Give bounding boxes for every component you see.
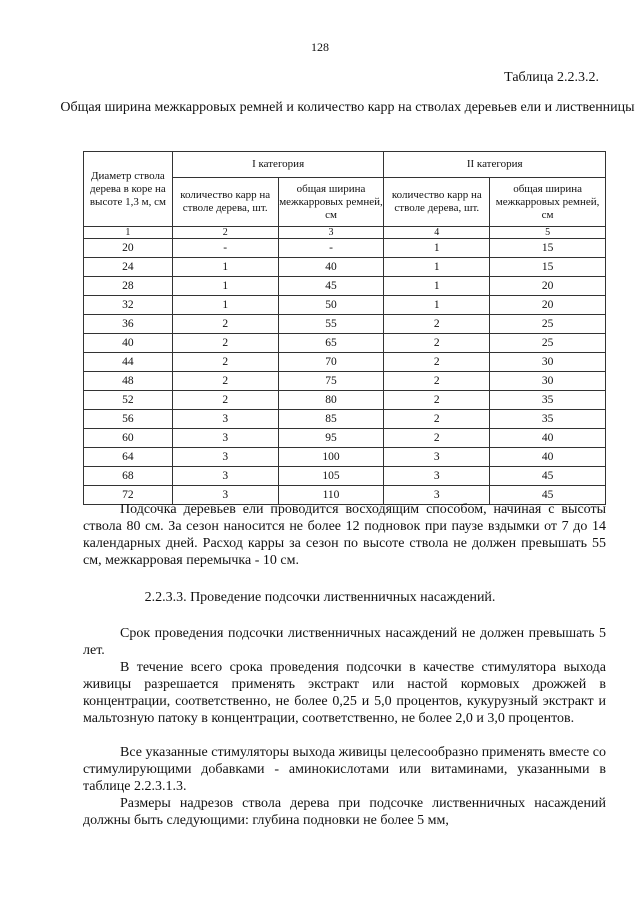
table-cell: 100 — [278, 448, 384, 467]
table-cell: 44 — [84, 353, 173, 372]
table-row — [84, 315, 606, 334]
page-number: 128 — [311, 40, 329, 54]
column-number: 5 — [490, 227, 606, 239]
table-cell: 48 — [84, 372, 173, 391]
table-cell: 35 — [490, 391, 606, 410]
table-cell: 85 — [278, 410, 384, 429]
table-cell: 28 — [84, 277, 173, 296]
paragraph-stimulator-additives: Все указанные стимуляторы выхода живицы целесообразно применять вместе со стимулирующими добавками - аминокислотами или витаминами, указанными в таблице 2.2.3.1.3. — [83, 745, 606, 794]
paragraph-stimulators: В течение всего срока проведения подсочки в качестве стимулятора выхода живицы разрешается применять экстракт или настой кормовых дрожжей в концентрации, соответственно, не более 0,25 и 5,0 процентов, кукурузный экстракт и мальтозную патоку в концентрации, соответственно, не более 2,0 и 3,0 процентов. — [83, 660, 606, 726]
table-cell: 40 — [490, 429, 606, 448]
table-row — [84, 410, 606, 429]
table-cell: 2 — [172, 353, 278, 372]
table-cell: 20 — [490, 277, 606, 296]
table-cell: - — [172, 239, 278, 258]
table-cell: 50 — [278, 296, 384, 315]
table-cell: 68 — [84, 467, 173, 486]
table-cell: 15 — [490, 258, 606, 277]
header-width-cat2: общая ширина межкарровых ремней, см — [490, 178, 606, 227]
paragraph-spruce-tapping: Подсочка деревьев ели проводится восходящим способом, начиная с высоты ствола 80 см. За сезон наносится не более 12 подновок при паузе вздымки от 7 до 14 календарных дней. Расход карры за сезон по высоте ствола не должен превышать 55 см, межкарровая перемычка - 10 см. — [83, 502, 606, 568]
table-cell: 30 — [490, 353, 606, 372]
table-row — [84, 448, 606, 467]
table-cell: 15 — [490, 239, 606, 258]
table-cell: 1 — [384, 258, 490, 277]
table-row — [84, 258, 606, 277]
section-heading: 2.2.3.3. Проведение подсочки лиственничных насаждений. — [144, 590, 496, 605]
table-cell: 2 — [384, 334, 490, 353]
table-cell: 3 — [384, 467, 490, 486]
table-title: Общая ширина межкарровых ремней и количество карр на стволах деревьев ели и лиственницы — [60, 100, 635, 115]
table-row — [84, 296, 606, 315]
table-cell: 105 — [278, 467, 384, 486]
table-cell: 40 — [278, 258, 384, 277]
header-diameter: Диаметр ствола дерева в коре на высоте 1,3 м, см — [84, 152, 173, 227]
table-cell: 2 — [172, 315, 278, 334]
table-cell: 65 — [278, 334, 384, 353]
table-cell: 30 — [490, 372, 606, 391]
table-row — [84, 391, 606, 410]
table-cell: 45 — [490, 467, 606, 486]
table-cell: 52 — [84, 391, 173, 410]
table-cell: 56 — [84, 410, 173, 429]
header-category-2: II категория — [384, 152, 606, 178]
table-cell: 1 — [172, 277, 278, 296]
table-cell: 95 — [278, 429, 384, 448]
table-cell: 2 — [384, 315, 490, 334]
table-body — [84, 239, 606, 505]
table-cell: 32 — [84, 296, 173, 315]
table-cell: 2 — [172, 391, 278, 410]
table-cell: 25 — [490, 315, 606, 334]
table-row — [84, 239, 606, 258]
header-category-1: I категория — [172, 152, 384, 178]
table-cell: 1 — [172, 296, 278, 315]
table-cell: 45 — [490, 486, 606, 505]
table-cell: 20 — [490, 296, 606, 315]
table-cell: 110 — [278, 486, 384, 505]
column-number: 3 — [278, 227, 384, 239]
header-width-cat1: общая ширина межкарровых ремней, см — [278, 178, 384, 227]
table-cell: 80 — [278, 391, 384, 410]
table-cell: 40 — [84, 334, 173, 353]
table-cell: 2 — [172, 334, 278, 353]
column-number: 1 — [84, 227, 173, 239]
table-cell: 1 — [384, 277, 490, 296]
paragraph-cut-dimensions: Размеры надрезов ствола дерева при подсочке лиственничных насаждений должны быть следующими: глубина подновки не более 5 мм, — [83, 796, 606, 828]
table-row — [84, 277, 606, 296]
table-cell: - — [278, 239, 384, 258]
column-number: 2 — [172, 227, 278, 239]
table-row — [84, 372, 606, 391]
table-cell: 25 — [490, 334, 606, 353]
table-cell: 3 — [172, 429, 278, 448]
table-cell: 3 — [172, 448, 278, 467]
paragraph-larch-duration: Срок проведения подсочки лиственничных насаждений не должен превышать 5 лет. — [83, 626, 606, 658]
table-cell: 2 — [384, 410, 490, 429]
table-cell: 24 — [84, 258, 173, 277]
table-cell: 3 — [172, 467, 278, 486]
table-cell: 20 — [84, 239, 173, 258]
table-row — [84, 334, 606, 353]
table-cell: 1 — [172, 258, 278, 277]
table-cell: 36 — [84, 315, 173, 334]
table-cell: 1 — [384, 296, 490, 315]
table-cell: 2 — [384, 429, 490, 448]
table-cell: 3 — [172, 486, 278, 505]
table-cell: 2 — [384, 353, 490, 372]
table-cell: 55 — [278, 315, 384, 334]
table-cell: 2 — [384, 372, 490, 391]
table-cell: 70 — [278, 353, 384, 372]
table-cell: 2 — [172, 372, 278, 391]
table-cell: 64 — [84, 448, 173, 467]
table-cell: 3 — [172, 410, 278, 429]
table-cell: 3 — [384, 448, 490, 467]
table-cell: 3 — [384, 486, 490, 505]
table-cell: 60 — [84, 429, 173, 448]
header-count-cat2: количество карр на стволе дерева, шт. — [384, 178, 490, 227]
table-cell: 1 — [384, 239, 490, 258]
table-cell: 40 — [490, 448, 606, 467]
table-label: Таблица 2.2.3.2. — [504, 70, 599, 85]
table-row — [84, 467, 606, 486]
table-cell: 35 — [490, 410, 606, 429]
table-row — [84, 429, 606, 448]
table-cell: 75 — [278, 372, 384, 391]
column-number-row — [84, 227, 606, 239]
table-cell: 72 — [84, 486, 173, 505]
header-count-cat1: количество карр на стволе дерева, шт. — [172, 178, 278, 227]
column-number: 4 — [384, 227, 490, 239]
resin-tapping-table — [83, 151, 606, 505]
table-row — [84, 353, 606, 372]
table-cell: 45 — [278, 277, 384, 296]
table-cell: 2 — [384, 391, 490, 410]
